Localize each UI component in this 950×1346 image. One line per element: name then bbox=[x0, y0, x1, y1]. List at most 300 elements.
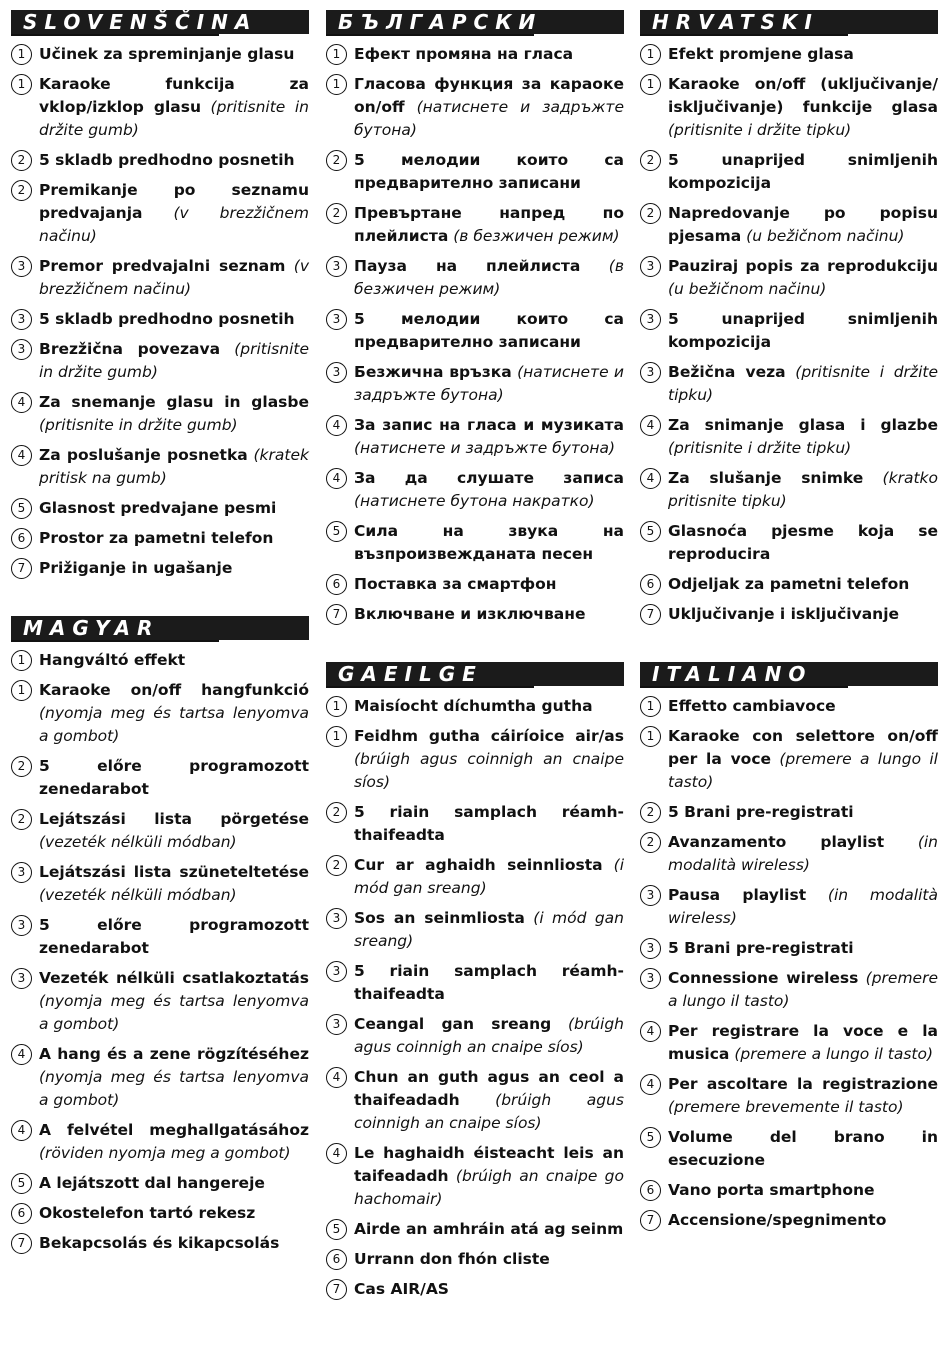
item-text bbox=[354, 467, 624, 513]
list-item bbox=[11, 1232, 309, 1255]
item-text bbox=[668, 43, 938, 66]
item-label: 5 Brani pre-registrati bbox=[668, 803, 854, 821]
item-note: (kratko pritisnite tipku) bbox=[668, 469, 938, 510]
list-item bbox=[326, 1248, 624, 1271]
item-text bbox=[668, 1126, 938, 1172]
item-text bbox=[668, 725, 938, 794]
item-label: Karaoke con selettore on/off per la voce bbox=[668, 727, 938, 768]
item-label: Uključivanje i isključivanje bbox=[668, 605, 900, 623]
circled-number-icon: 2 bbox=[326, 150, 347, 171]
item-label: Lejátszási lista szüneteltetése bbox=[39, 863, 309, 881]
item-text bbox=[668, 1073, 938, 1119]
item-text bbox=[354, 801, 624, 847]
item-label: Karaoke on/off hangfunkció bbox=[39, 681, 309, 699]
circled-number-icon: 2 bbox=[640, 832, 661, 853]
item-text bbox=[668, 603, 938, 626]
circled-number-icon: 3 bbox=[11, 862, 32, 883]
list-item bbox=[640, 801, 938, 824]
item-label: 5 unaprijed snimljenih kompozicija bbox=[668, 151, 938, 192]
item-label: Bekapcsolás és kikapcsolás bbox=[39, 1234, 280, 1252]
circled-number-icon: 2 bbox=[326, 203, 347, 224]
circled-number-icon: 3 bbox=[640, 256, 661, 277]
list-item bbox=[640, 1073, 938, 1119]
item-text bbox=[39, 808, 309, 854]
item-label: Превъртане напред по плейлиста bbox=[354, 204, 624, 245]
item-note: (pritisnite in držite gumb) bbox=[39, 340, 309, 381]
item-note: (натиснете и задръжте бутона) bbox=[354, 363, 624, 404]
circled-number-icon: 5 bbox=[640, 1127, 661, 1148]
circled-number-icon: 4 bbox=[11, 1120, 32, 1141]
list-item bbox=[640, 149, 938, 195]
section-header bbox=[11, 10, 309, 36]
list-item bbox=[640, 603, 938, 626]
circled-number-icon: 4 bbox=[640, 468, 661, 489]
item-text bbox=[354, 1218, 624, 1241]
circled-number-icon: 1 bbox=[11, 44, 32, 65]
item-text bbox=[39, 391, 309, 437]
circled-number-icon: 7 bbox=[326, 1279, 347, 1300]
item-label: Airde an amhráin atá ag seinm bbox=[354, 1220, 624, 1238]
list-item bbox=[326, 1013, 624, 1059]
item-label: 5 előre programozott zenedarabot bbox=[39, 916, 309, 957]
circled-number-icon: 2 bbox=[326, 802, 347, 823]
column-middle bbox=[326, 10, 624, 1301]
circled-number-icon: 5 bbox=[326, 521, 347, 542]
item-text bbox=[39, 1202, 309, 1225]
list-item bbox=[11, 391, 309, 437]
circled-number-icon: 3 bbox=[640, 968, 661, 989]
circled-number-icon: 3 bbox=[326, 309, 347, 330]
circled-number-icon: 3 bbox=[326, 1014, 347, 1035]
item-text bbox=[668, 1179, 938, 1202]
list-item bbox=[640, 937, 938, 960]
list-item bbox=[326, 573, 624, 596]
list-item bbox=[640, 831, 938, 877]
item-note: (i mód gan sreang) bbox=[354, 856, 624, 897]
list-item bbox=[326, 1278, 624, 1301]
circled-number-icon: 7 bbox=[326, 604, 347, 625]
item-label: Karaoke funkcija za vklop/izklop glasu bbox=[39, 75, 309, 116]
item-text bbox=[354, 149, 624, 195]
circled-number-icon: 5 bbox=[11, 498, 32, 519]
circled-number-icon: 6 bbox=[326, 574, 347, 595]
item-label: Glasnoća pjesme koja se reproducira bbox=[668, 522, 938, 563]
circled-number-icon: 1 bbox=[326, 726, 347, 747]
circled-number-icon: 2 bbox=[11, 180, 32, 201]
circled-number-icon: 3 bbox=[640, 309, 661, 330]
circled-number-icon: 1 bbox=[640, 726, 661, 747]
circled-number-icon: 4 bbox=[326, 1067, 347, 1088]
list-item bbox=[11, 149, 309, 172]
circled-number-icon: 1 bbox=[326, 44, 347, 65]
list-item bbox=[11, 73, 309, 142]
circled-number-icon: 2 bbox=[11, 150, 32, 171]
list-item bbox=[326, 308, 624, 354]
section-title: ITALIANO bbox=[652, 662, 813, 686]
item-label: Urrann don fhón cliste bbox=[354, 1250, 550, 1268]
item-label: Пауза на плейлиста bbox=[354, 257, 581, 275]
circled-number-icon: 6 bbox=[640, 574, 661, 595]
item-text bbox=[668, 884, 938, 930]
item-text bbox=[668, 467, 938, 513]
section-header bbox=[326, 10, 624, 36]
column-right bbox=[640, 10, 938, 1232]
item-text bbox=[354, 43, 624, 66]
item-text bbox=[354, 854, 624, 900]
item-label: Avanzamento playlist bbox=[668, 833, 885, 851]
item-label: Chun an guth agus an ceol a thaifeadadh bbox=[354, 1068, 624, 1109]
list-item bbox=[640, 1126, 938, 1172]
item-text bbox=[354, 695, 624, 718]
item-label: Per ascoltare la registrazione bbox=[668, 1075, 938, 1093]
list-item bbox=[640, 884, 938, 930]
circled-number-icon: 4 bbox=[11, 1044, 32, 1065]
list-item bbox=[326, 725, 624, 794]
list-item bbox=[640, 361, 938, 407]
item-label: Feidhm gutha cáiríoice air/as bbox=[354, 727, 624, 745]
section-title: GAEILGE bbox=[338, 662, 483, 686]
list-item bbox=[326, 1218, 624, 1241]
item-text bbox=[668, 831, 938, 877]
circled-number-icon: 1 bbox=[11, 680, 32, 701]
item-label: Odjeljak za pametni telefon bbox=[668, 575, 910, 593]
item-label: Hangváltó effekt bbox=[39, 651, 186, 669]
list-item bbox=[640, 1020, 938, 1066]
item-text bbox=[39, 1043, 309, 1112]
circled-number-icon: 3 bbox=[326, 362, 347, 383]
list-item bbox=[326, 854, 624, 900]
circled-number-icon: 3 bbox=[326, 256, 347, 277]
section-title: SLOVENŠČINA bbox=[23, 10, 258, 34]
item-label: Ефект промяна на гласа bbox=[354, 45, 574, 63]
item-label: 5 skladb predhodno posnetih bbox=[39, 310, 295, 328]
item-text bbox=[354, 1278, 624, 1301]
list-item bbox=[326, 1142, 624, 1211]
item-note: (натиснете и задръжте бутона) bbox=[354, 439, 616, 457]
list-item bbox=[11, 179, 309, 248]
item-label: Effetto cambiavoce bbox=[668, 697, 836, 715]
section-header bbox=[640, 10, 938, 36]
list-item bbox=[326, 907, 624, 953]
circled-number-icon: 3 bbox=[640, 885, 661, 906]
item-text bbox=[668, 573, 938, 596]
item-note: (vezeték nélküli módban) bbox=[39, 886, 237, 904]
list-item bbox=[11, 1172, 309, 1195]
list-item bbox=[326, 43, 624, 66]
item-text bbox=[39, 1119, 309, 1165]
item-text bbox=[668, 149, 938, 195]
item-label: Efekt promjene glasa bbox=[668, 45, 854, 63]
item-note: (u bežičnom načinu) bbox=[668, 280, 827, 298]
item-text bbox=[354, 1142, 624, 1211]
item-note: (premere a lungo il tasto) bbox=[668, 750, 938, 791]
item-text bbox=[39, 861, 309, 907]
section-spacer bbox=[640, 626, 938, 662]
item-text bbox=[668, 520, 938, 566]
list-item bbox=[11, 967, 309, 1036]
list-item bbox=[326, 361, 624, 407]
item-note: (vezeték nélküli módban) bbox=[39, 833, 237, 851]
language-section bbox=[640, 662, 938, 1232]
list-item bbox=[326, 520, 624, 566]
list-item bbox=[326, 1066, 624, 1135]
list-item bbox=[640, 695, 938, 718]
item-note: (brúigh agus coinnigh an cnaipe síos) bbox=[354, 1091, 624, 1132]
item-label: 5 мелодии които са предварително записани bbox=[354, 151, 624, 192]
circled-number-icon: 3 bbox=[640, 362, 661, 383]
circled-number-icon: 2 bbox=[640, 802, 661, 823]
item-note: (pritisnite in držite gumb) bbox=[39, 98, 309, 139]
item-label: Učinek za spreminjanje glasu bbox=[39, 45, 295, 63]
circled-number-icon: 6 bbox=[11, 528, 32, 549]
item-note: (brúigh agus coinnigh an cnaipe síos) bbox=[354, 750, 624, 791]
circled-number-icon: 5 bbox=[326, 1219, 347, 1240]
section-title: БЪЛГАРСКИ bbox=[338, 10, 543, 34]
circled-number-icon: 2 bbox=[640, 203, 661, 224]
list-item bbox=[640, 255, 938, 301]
item-label: Безжична връзка bbox=[354, 363, 512, 381]
list-item bbox=[640, 1209, 938, 1232]
circled-number-icon: 2 bbox=[640, 150, 661, 171]
item-label: Glasnost predvajane pesmi bbox=[39, 499, 277, 517]
item-note: (в безжичен режим) bbox=[354, 257, 624, 298]
item-text bbox=[354, 73, 624, 142]
section-spacer bbox=[11, 580, 309, 616]
circled-number-icon: 3 bbox=[326, 908, 347, 929]
circled-number-icon: 3 bbox=[326, 961, 347, 982]
item-text bbox=[354, 603, 624, 626]
list-item bbox=[326, 695, 624, 718]
circled-number-icon: 1 bbox=[640, 696, 661, 717]
item-note: (натиснете и задръжте бутона) bbox=[354, 98, 624, 139]
item-label: Lejátszási lista pörgetése bbox=[39, 810, 309, 828]
circled-number-icon: 1 bbox=[326, 696, 347, 717]
circled-number-icon: 6 bbox=[11, 1203, 32, 1224]
list-item bbox=[11, 914, 309, 960]
item-label: Ceangal gan sreang bbox=[354, 1015, 552, 1033]
item-label: 5 riain samplach réamh-thaifeadta bbox=[354, 803, 624, 844]
language-section bbox=[326, 662, 624, 1301]
circled-number-icon: 5 bbox=[11, 1173, 32, 1194]
list-item bbox=[640, 1179, 938, 1202]
item-label: Гласова функция за караоке on/off bbox=[354, 75, 624, 116]
list-item bbox=[11, 755, 309, 801]
circled-number-icon: 3 bbox=[11, 968, 32, 989]
item-note: (premere a lungo il tasto) bbox=[668, 969, 938, 1010]
list-item bbox=[11, 1202, 309, 1225]
item-label: A hang és a zene rögzítéséhez bbox=[39, 1045, 309, 1063]
list-item bbox=[326, 73, 624, 142]
item-label: За запис на гласа и музиката bbox=[354, 416, 624, 434]
item-label: Brezžična povezava bbox=[39, 340, 221, 358]
column-left bbox=[11, 10, 309, 1255]
section-title: MAGYAR bbox=[23, 616, 160, 640]
item-text bbox=[668, 308, 938, 354]
list-item bbox=[11, 308, 309, 331]
circled-number-icon: 1 bbox=[640, 74, 661, 95]
circled-number-icon: 1 bbox=[640, 44, 661, 65]
item-text bbox=[39, 308, 309, 331]
circled-number-icon: 3 bbox=[640, 938, 661, 959]
item-note: (pritisnite in držite gumb) bbox=[39, 416, 238, 434]
item-label: Za slušanje snimke bbox=[668, 469, 864, 487]
item-text bbox=[668, 1020, 938, 1066]
item-text bbox=[354, 361, 624, 407]
item-text bbox=[39, 914, 309, 960]
item-text bbox=[668, 801, 938, 824]
list-item bbox=[11, 338, 309, 384]
item-label: 5 мелодии които са предварително записани bbox=[354, 310, 624, 351]
list-item bbox=[326, 960, 624, 1006]
language-section bbox=[11, 10, 309, 580]
circled-number-icon: 4 bbox=[326, 415, 347, 436]
item-label: 5 előre programozott zenedarabot bbox=[39, 757, 309, 798]
item-text bbox=[668, 202, 938, 248]
circled-number-icon: 4 bbox=[326, 1143, 347, 1164]
item-text bbox=[39, 1172, 309, 1195]
item-text bbox=[668, 967, 938, 1013]
language-section bbox=[640, 10, 938, 626]
item-label: 5 riain samplach réamh-thaifeadta bbox=[354, 962, 624, 1003]
item-text bbox=[354, 255, 624, 301]
item-note: (nyomja meg és tartsa lenyomva a gombot) bbox=[39, 1068, 309, 1109]
item-note: (u bežičnom načinu) bbox=[746, 227, 905, 245]
item-label: Prižiganje in ugašanje bbox=[39, 559, 233, 577]
item-text bbox=[354, 520, 624, 566]
item-text bbox=[39, 255, 309, 301]
circled-number-icon: 2 bbox=[326, 855, 347, 876]
circled-number-icon: 7 bbox=[640, 604, 661, 625]
item-label: 5 unaprijed snimljenih kompozicija bbox=[668, 310, 938, 351]
item-text bbox=[354, 1013, 624, 1059]
circled-number-icon: 1 bbox=[326, 74, 347, 95]
item-label: Za snemanje glasu in glasbe bbox=[39, 393, 309, 411]
item-label: Pauziraj popis za reprodukciju bbox=[668, 257, 938, 275]
circled-number-icon: 4 bbox=[11, 445, 32, 466]
circled-number-icon: 2 bbox=[11, 809, 32, 830]
list-item bbox=[640, 43, 938, 66]
list-item bbox=[11, 861, 309, 907]
item-text bbox=[39, 444, 309, 490]
item-label: Okostelefon tartó rekesz bbox=[39, 1204, 256, 1222]
item-note: (premere a lungo il tasto) bbox=[734, 1045, 934, 1063]
list-item bbox=[640, 573, 938, 596]
item-note: (brúigh an cnaipe go hachomair) bbox=[354, 1167, 624, 1208]
item-text bbox=[668, 937, 938, 960]
item-label: Sos an seinmliosta bbox=[354, 909, 525, 927]
item-label: A felvétel meghallgatásához bbox=[39, 1121, 309, 1139]
circled-number-icon: 7 bbox=[640, 1210, 661, 1231]
item-label: Connessione wireless bbox=[668, 969, 859, 987]
circled-number-icon: 1 bbox=[11, 74, 32, 95]
item-note: (röviden nyomja meg a gombot) bbox=[39, 1144, 291, 1162]
list-item bbox=[640, 414, 938, 460]
item-note: (v brezžičnem načinu) bbox=[39, 204, 309, 245]
item-label: Karaoke on/off (uključivanje/ isključivanje) funkcije glasa bbox=[668, 75, 938, 116]
item-note: (pritisnite i držite tipku) bbox=[668, 121, 852, 139]
item-label: Vano porta smartphone bbox=[668, 1181, 875, 1199]
item-note: (натиснете бутона накратко) bbox=[354, 492, 595, 510]
item-note: (nyomja meg és tartsa lenyomva a gombot) bbox=[39, 704, 309, 745]
list-item bbox=[326, 801, 624, 847]
circled-number-icon: 4 bbox=[640, 1021, 661, 1042]
item-label: 5 skladb predhodno posnetih bbox=[39, 151, 295, 169]
list-item bbox=[11, 1043, 309, 1112]
list-item bbox=[11, 808, 309, 854]
item-text bbox=[668, 255, 938, 301]
item-label: Vezeték nélküli csatlakoztatás bbox=[39, 969, 309, 987]
list-item bbox=[11, 1119, 309, 1165]
language-section bbox=[326, 10, 624, 626]
circled-number-icon: 4 bbox=[11, 392, 32, 413]
item-text bbox=[39, 755, 309, 801]
item-label: Maisíocht díchumtha gutha bbox=[354, 697, 593, 715]
item-label: Za poslušanje posnetka bbox=[39, 446, 248, 464]
item-label: Per registrare la voce e la musica bbox=[668, 1022, 938, 1063]
language-section bbox=[11, 616, 309, 1255]
list-item bbox=[326, 414, 624, 460]
item-text bbox=[39, 149, 309, 172]
list-item bbox=[11, 557, 309, 580]
item-label: Accensione/spegnimento bbox=[668, 1211, 887, 1229]
item-note: (in modalità wireless) bbox=[668, 886, 938, 927]
section-header bbox=[326, 662, 624, 688]
item-label: Napredovanje po popisu pjesama bbox=[668, 204, 938, 245]
item-text bbox=[39, 527, 309, 550]
section-title: HRVATSKI bbox=[652, 10, 819, 34]
item-label: Premor predvajalni seznam bbox=[39, 257, 286, 275]
item-text bbox=[354, 414, 624, 460]
item-text bbox=[39, 43, 309, 66]
item-text bbox=[354, 573, 624, 596]
item-label: Cur ar aghaidh seinnliosta bbox=[354, 856, 603, 874]
circled-number-icon: 4 bbox=[640, 1074, 661, 1095]
item-text bbox=[39, 557, 309, 580]
item-note: (в безжичен режим) bbox=[453, 227, 620, 245]
item-note: (pritisnite i držite tipku) bbox=[668, 439, 852, 457]
circled-number-icon: 3 bbox=[11, 309, 32, 330]
item-text bbox=[668, 414, 938, 460]
list-item bbox=[11, 527, 309, 550]
list-item bbox=[11, 649, 309, 672]
item-text bbox=[354, 202, 624, 248]
item-label: Bežična veza bbox=[668, 363, 786, 381]
list-item bbox=[11, 43, 309, 66]
item-text bbox=[668, 1209, 938, 1232]
item-note: (i mód gan sreang) bbox=[354, 909, 625, 950]
item-label: За да слушате записа bbox=[354, 469, 624, 487]
item-label: Включване и изключване bbox=[354, 605, 586, 623]
item-text bbox=[39, 1232, 309, 1255]
list-item bbox=[326, 467, 624, 513]
item-text bbox=[668, 695, 938, 718]
list-item bbox=[326, 202, 624, 248]
circled-number-icon: 5 bbox=[640, 521, 661, 542]
item-note: (premere brevemente il tasto) bbox=[668, 1098, 904, 1116]
item-label: Поставка за смартфон bbox=[354, 575, 557, 593]
list-item bbox=[11, 679, 309, 748]
list-item bbox=[11, 444, 309, 490]
circled-number-icon: 3 bbox=[11, 256, 32, 277]
item-text bbox=[39, 967, 309, 1036]
item-text bbox=[668, 73, 938, 142]
list-item bbox=[640, 73, 938, 142]
item-note: (kratek pritisk na gumb) bbox=[39, 446, 309, 487]
section-header bbox=[11, 616, 309, 642]
item-text bbox=[354, 1248, 624, 1271]
list-item bbox=[640, 467, 938, 513]
circled-number-icon: 2 bbox=[11, 756, 32, 777]
